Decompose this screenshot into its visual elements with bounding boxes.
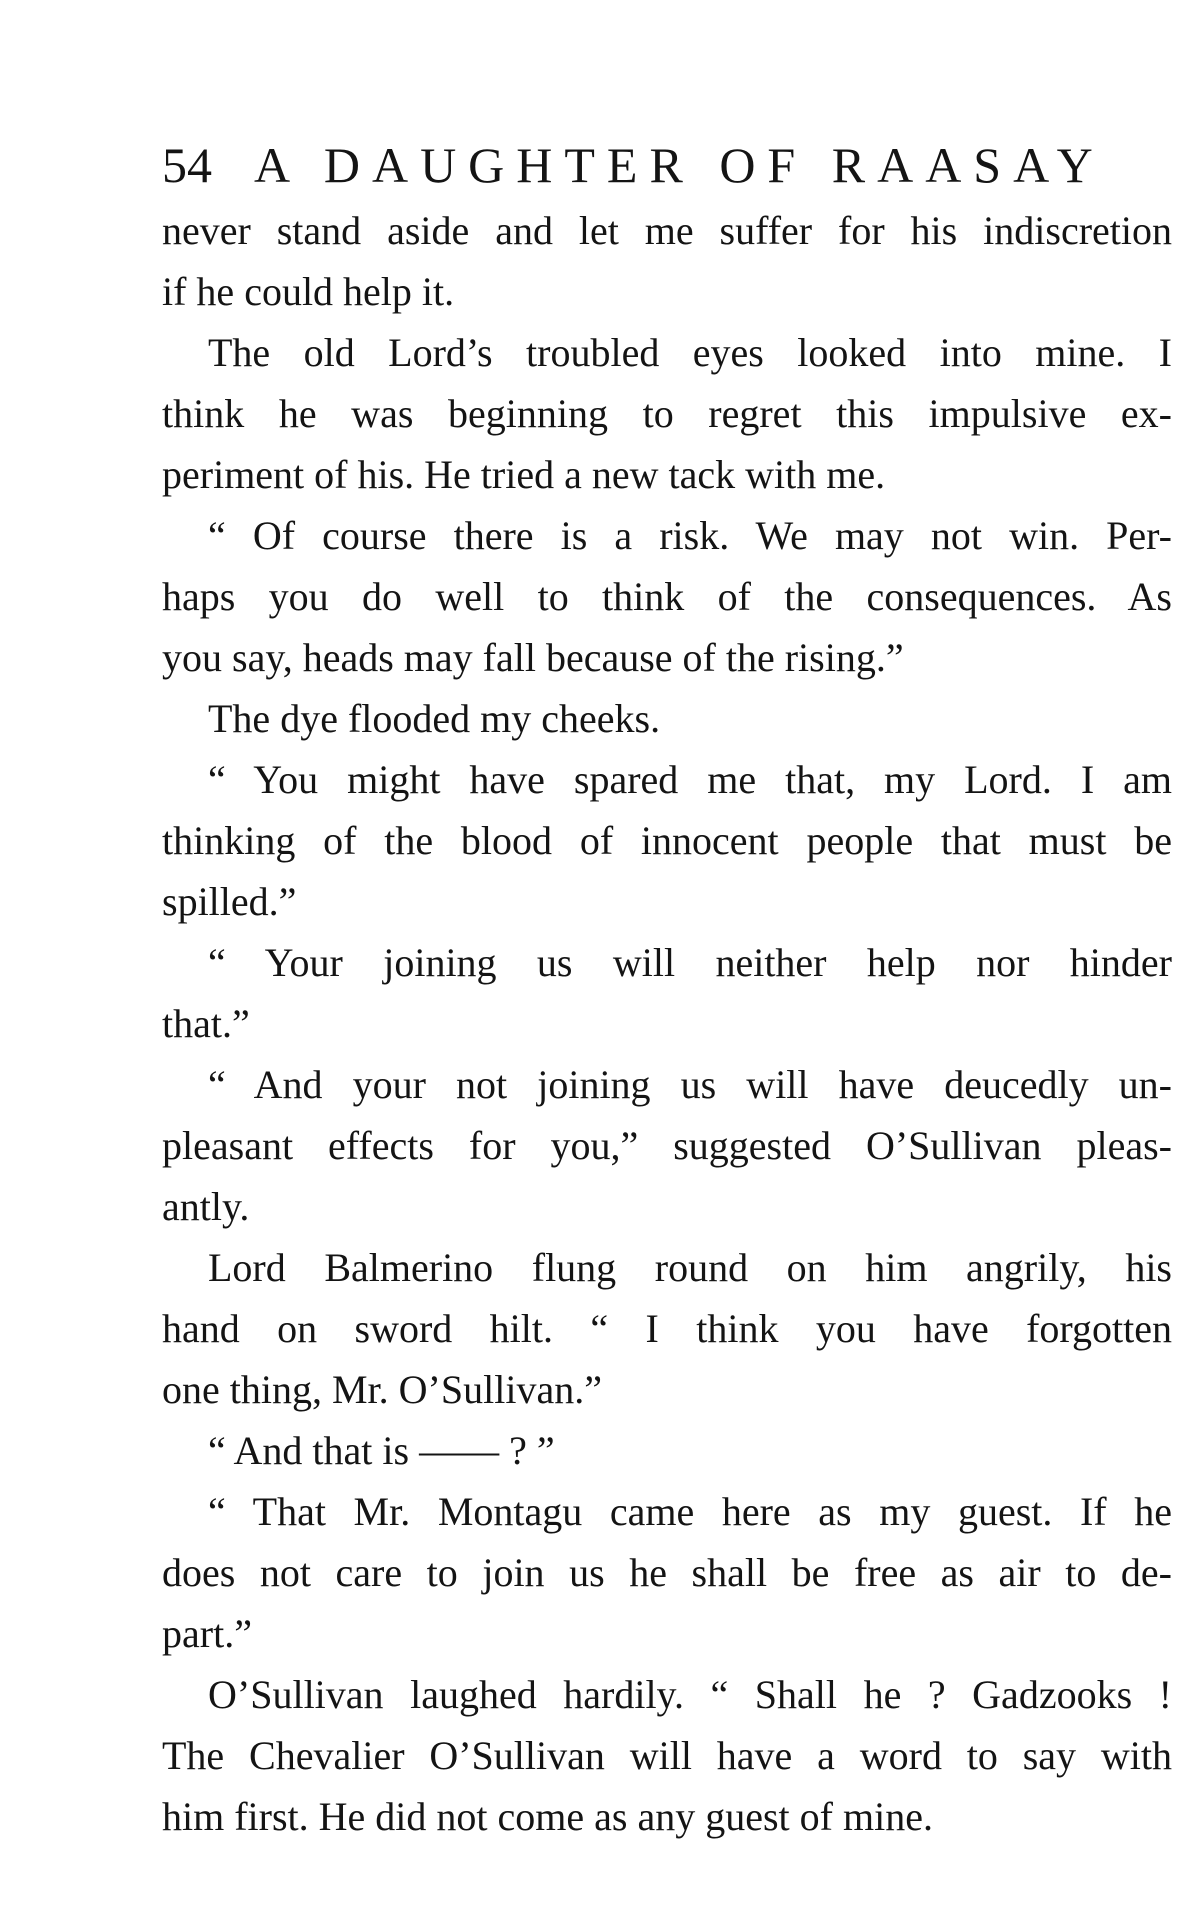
page-body [162, 200, 1172, 1847]
paragraph [162, 932, 1172, 1054]
text-line: think he was beginning to regret this impulsive ex- [162, 391, 1172, 436]
text-line: “ That Mr. Montagu came here as my guest. If he [208, 1489, 1172, 1534]
text-line: one thing, Mr. O’Sullivan.” [162, 1367, 602, 1412]
text-line: “ And your not joining us will have deucedly un- [208, 1062, 1172, 1107]
text-line: “ You might have spared me that, my Lord. I am [208, 757, 1172, 802]
paragraph [162, 749, 1172, 932]
text-line: never stand aside and let me suffer for his indiscretion [162, 208, 1172, 253]
paragraph [162, 1054, 1172, 1237]
text-line: antly. [162, 1184, 250, 1229]
text-line: O’Sullivan laughed hardily. “ Shall he ? Gadzooks ! [208, 1672, 1172, 1717]
text-line: part.” [162, 1611, 252, 1656]
text-line: does not care to join us he shall be free as air to de- [162, 1550, 1172, 1595]
text-line: thinking of the blood of innocent people that must be [162, 818, 1172, 863]
text-line: hand on sword hilt. “ I think you have forgotten [162, 1306, 1172, 1351]
text-line: spilled.” [162, 879, 297, 924]
text-line: that.” [162, 1001, 250, 1046]
paragraph [162, 1481, 1172, 1664]
paragraph [162, 505, 1172, 688]
paragraph [162, 1664, 1172, 1847]
text-line: The old Lord’s troubled eyes looked into mine. I [208, 330, 1172, 375]
paragraph [162, 1237, 1172, 1420]
running-head [162, 130, 1172, 200]
text-line: him first. He did not come as any guest of mine. [162, 1794, 933, 1839]
text-line: Lord Balmerino flung round on him angrily, his [208, 1245, 1172, 1290]
book-page [162, 130, 1172, 1847]
text-line: “ And that is —— ? ” [208, 1428, 555, 1473]
text-line: pleasant effects for you,” suggested O’Sullivan pleas- [162, 1123, 1172, 1168]
text-line: “ Of course there is a risk. We may not win. Per- [208, 513, 1172, 558]
text-line: “ Your joining us will neither help nor hinder [208, 940, 1172, 985]
text-line: The dye flooded my cheeks. [208, 696, 661, 741]
paragraph [162, 1420, 1172, 1481]
paragraph [162, 200, 1172, 322]
paragraph [162, 688, 1172, 749]
text-line: periment of his. He tried a new tack with me. [162, 452, 886, 497]
book-title: A DAUGHTER OF RAASAY [254, 137, 1105, 193]
paragraph [162, 322, 1172, 505]
text-line: if he could help it. [162, 269, 455, 314]
page-number: 54 [162, 137, 212, 193]
text-line: haps you do well to think of the consequences. As [162, 574, 1172, 619]
text-line: you say, heads may fall because of the rising.” [162, 635, 904, 680]
text-line: The Chevalier O’Sullivan will have a word to say with [162, 1733, 1172, 1778]
